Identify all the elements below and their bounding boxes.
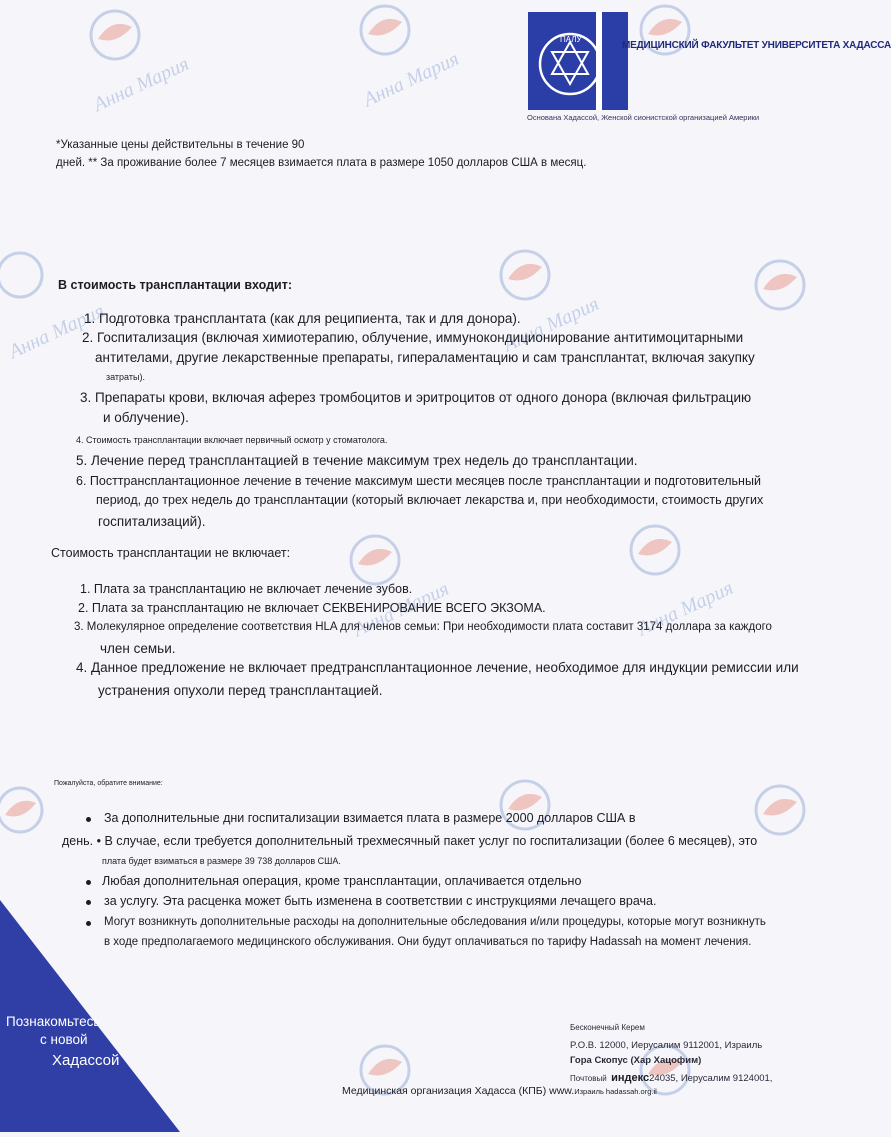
footer-postal-prefix: Почтовый <box>570 1074 607 1083</box>
excluded-item-4-cont: устранения опухоли перед трансплантацией. <box>98 683 383 698</box>
included-item-5: 5. Лечение перед трансплантацией в течение максимум трех недель до трансплантации. <box>76 453 638 468</box>
watermark-name: Анна Мария <box>90 52 193 117</box>
attention-bullet-3: за услугу. Эта расценка может быть изменена в соответствии с инструкциями лечащего врача. <box>104 894 657 908</box>
excluded-heading: Стоимость трансплантации не включает: <box>51 546 291 560</box>
watermark-name: Анна Мария <box>360 47 463 112</box>
excluded-item-2: 2. Плата за трансплантацию не включает СЕКВЕНИРОВАНИЕ ВСЕГО ЭКЗОМА. <box>78 601 546 615</box>
watermark-logo <box>745 780 805 880</box>
footer-postal-index: индекс <box>611 1072 650 1084</box>
included-item-3: 3. Препараты крови, включая аферез тромбоцитов и эритроцитов от одного донора (включая фильтрацию <box>80 390 752 405</box>
footer-site-link[interactable]: Израиль hadassah.org.il <box>574 1087 657 1096</box>
included-item-6: 6. Посттрансплантационное лечение в течение максимум шести месяцев после трансплантации и подготовительный <box>76 474 761 488</box>
bullet-icon <box>86 880 91 885</box>
attention-heading: Пожалуйста, обратите внимание: <box>54 780 163 787</box>
attention-bullet-1: За дополнительные дни госпитализации взимается плата в размере 2000 долларов США в <box>104 811 636 825</box>
promo-line3: Хадассой <box>52 1052 120 1069</box>
promo-line1: Познакомьтесь <box>6 1014 101 1029</box>
footer-org-line: Медицинская организация Хадасса (КПБ) www. <box>342 1085 575 1097</box>
attention-bullet-4-cont: в ходе предполагаемого медицинского обслуживания. Они будут оплачиваться по тарифу Hadassah на момент лечения. <box>104 936 752 948</box>
attention-bullet-4: Могут возникнуть дополнительные расходы на дополнительные обследования и/или процедуры, которые могут возникнуть <box>104 916 766 928</box>
attention-bullet-2: Любая дополнительная операция, кроме трансплантации, оплачивается отдельно <box>102 874 582 888</box>
watermark-name: Анна Мария <box>5 299 108 364</box>
logo-subtitle: Основана Хадассой, Женской сионистской организацией Америки <box>527 113 760 122</box>
excluded-item-4: 4. Данное предложение не включает предтрансплантационное лечение, необходимое для индукции ремиссии или <box>76 660 799 675</box>
price-note-line1: *Указанные цены действительны в течение 90 <box>56 139 305 151</box>
emblem-icon <box>528 12 628 110</box>
included-item-4: 4. Стоимость трансплантации включает первичный осмотр у стоматолога. <box>76 435 388 445</box>
emblem-word: ПАЛУ <box>560 35 582 44</box>
included-item-6-end: госпитализаций). <box>98 514 206 529</box>
included-item-1: 1. Подготовка трансплантата (как для реципиента, так и для донора). <box>84 311 521 326</box>
watermark-name: Анна Мария <box>634 576 737 641</box>
footer-postal-rest: 24035, Иерусалим 9124001, <box>649 1073 773 1084</box>
promo-line2: с новой <box>40 1032 88 1047</box>
logo-title: МЕДИЦИНСКИЙ ФАКУЛЬТЕТ УНИВЕРСИТЕТА ХАДАССА <box>622 40 891 51</box>
attention-bullet-1-cont: день. • В случае, если требуется дополнительный трехмесячный пакет услуг по госпитализации (более 6 месяцев), это <box>62 834 758 848</box>
included-item-2-end: затраты). <box>106 372 145 382</box>
excluded-item-3: 3. Молекулярное определение соответствия HLA для членов семьи: При необходимости плата составит 3174 доллара за каждого <box>74 621 772 633</box>
watermark-logo <box>80 5 220 117</box>
attention-bullet-1-end: плата будет взиматься в размере 39 738 долларов США. <box>102 856 341 866</box>
footer-po-box: P.O.B. 12000, Иерусалим 9112001, Израиль <box>570 1040 763 1051</box>
hadassah-logo <box>528 12 628 110</box>
watermark-name: Анна Мария <box>350 577 453 642</box>
included-item-2-cont: антителами, другие лекарственные препараты, гипераламентацию и сам трансплантат, включая закупку <box>95 350 755 365</box>
watermark-logo <box>340 530 480 642</box>
bullet-icon <box>86 817 91 822</box>
excluded-item-3-cont: член семьи. <box>100 641 176 656</box>
included-item-3-cont: и облучение). <box>103 410 189 425</box>
footer-endless-kerem: Бесконечный Керем <box>570 1023 645 1032</box>
footer-org <box>342 1081 657 1099</box>
excluded-item-1: 1. Плата за трансплантацию не включает лечение зубов. <box>80 582 413 596</box>
footer-mount-scopus: Гора Скопус (Хар Хацофим) <box>570 1055 702 1066</box>
promo-banner[interactable] <box>0 900 180 1132</box>
watermark-name: Анна Мария <box>500 292 603 357</box>
price-note-line2: дней. ** За проживание более 7 месяцев взимается плата в размере 1050 долларов США в месяц. <box>56 157 587 169</box>
included-heading: В стоимость трансплантации входит: <box>58 278 293 292</box>
included-item-2: 2. Госпитализация (включая химиотерапию, облучение, иммунокондиционирование антитимоцитарными <box>82 330 744 345</box>
watermark-logo <box>490 775 630 875</box>
watermark-logo <box>745 255 805 355</box>
included-item-6-cont: период, до трех недель до трансплантации (который включает лекарства и, при необходимости, стоимость других <box>96 493 764 507</box>
watermark-logo <box>350 0 490 112</box>
